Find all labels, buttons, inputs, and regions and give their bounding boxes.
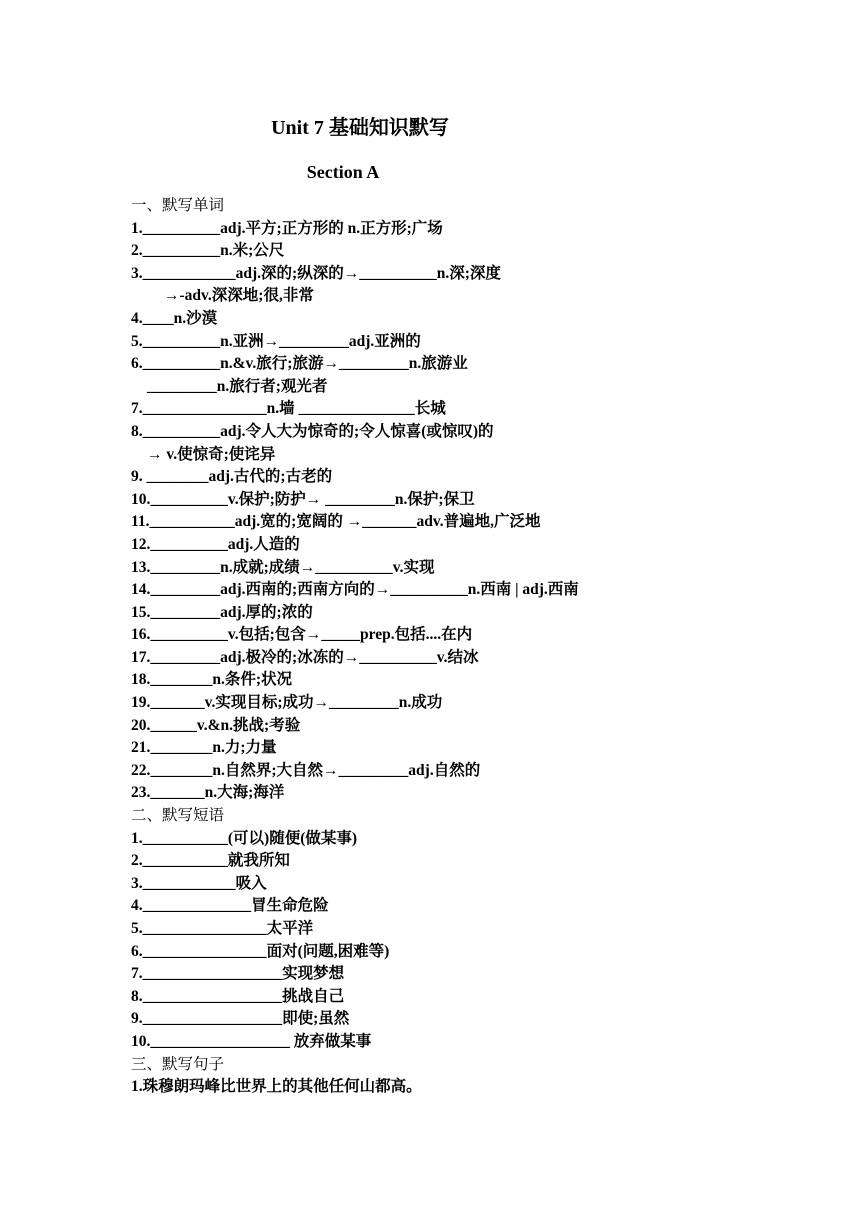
exercise-line: 4.____n.沙漠 [131,309,218,327]
exercise-line: 8.__________________挑战自己 [131,987,345,1005]
exercise-line: 9. ________adj.古代的;古老的 [131,468,333,486]
page-title: Unit 7 基础知识默写 [271,117,449,139]
exercise-line: 1.__________adj.平方;正方形的 n.正方形;广场 [131,219,443,237]
exercise-line: 2.__________n.米;公尺 [131,242,285,260]
exercise-line: →-adv.深深地;很,非常 [164,287,314,305]
exercise-line: 11.___________adj.宽的;宽阔的 →_______adv.普遍地,广泛地 [131,513,541,531]
exercise-line: 3.____________吸入 [131,874,267,892]
exercise-line: 13._________n.成就;成绩→__________v.实现 [131,558,435,576]
exercise-line: 16.__________v.包括;包含→_____prep.包括....在内 [131,626,473,644]
exercise-line: 20.______v.&n.挑战;考验 [131,716,301,734]
exercise-line: 1.珠穆朗玛峰比世界上的其他任何山都高。 [131,1078,422,1096]
exercise-line: 21.________n.力;力量 [131,739,277,757]
exercise-line: 6.__________n.&v.旅行;旅游→_________n.旅游业 [131,355,468,373]
exercise-line: 19._______v.实现目标;成功→_________n.成功 [131,694,443,712]
exercise-line: 22.________n.自然界;大自然→_________adj.自然的 [131,761,481,779]
exercise-line: 5.________________太平洋 [131,920,314,937]
exercise-line: 2.___________就我所知 [131,852,290,870]
exercise-list [131,195,851,1099]
exercise-line: 5.__________n.亚洲→_________adj.亚洲的 [131,332,421,350]
exercise-line: 3.____________adj.深的;纵深的→__________n.深;深度 [131,264,501,282]
exercise-line: 1.___________(可以)随便(做某事) [131,829,358,847]
section-heading: 三、默写句子 [131,1055,225,1073]
exercise-line: 23._______n.大海;海洋 [131,784,285,802]
section-subtitle: Section A [306,162,380,182]
exercise-line: 17._________adj.极冷的;冰冻的→__________v.结冰 [131,648,479,666]
exercise-line: _________n.旅行者;观光者 [147,377,328,395]
exercise-line: 10.__________________ 放弃做某事 [131,1032,372,1050]
exercise-line: 10.__________v.保护;防护→ _________n.保护;保卫 [131,490,475,508]
section-heading: 二、默写短语 [131,807,225,825]
exercise-line: → v.使惊奇;使诧异 [147,445,276,463]
exercise-line: 7.________________n.墙 _______________长城 [131,400,446,418]
exercise-line: 8.__________adj.令人大为惊奇的;令人惊喜(或惊叹)的 [131,422,494,440]
exercise-line: 4.______________冒生命危险 [131,897,329,915]
exercise-line: 9.__________________即使;虽然 [131,1010,350,1028]
exercise-line: 18.________n.条件;状况 [131,671,293,689]
exercise-line: 6.________________面对(问题,困难等) [131,942,390,960]
exercise-line: 15._________adj.厚的;浓的 [131,603,313,621]
exercise-line: 14._________adj.西南的;西南方向的→__________n.西南 | adj.西南 [131,581,579,599]
section-heading: 一、默写单词 [131,197,225,214]
exercise-line: 7.__________________实现梦想 [131,965,345,983]
exercise-line: 12.__________adj.人造的 [131,535,300,553]
